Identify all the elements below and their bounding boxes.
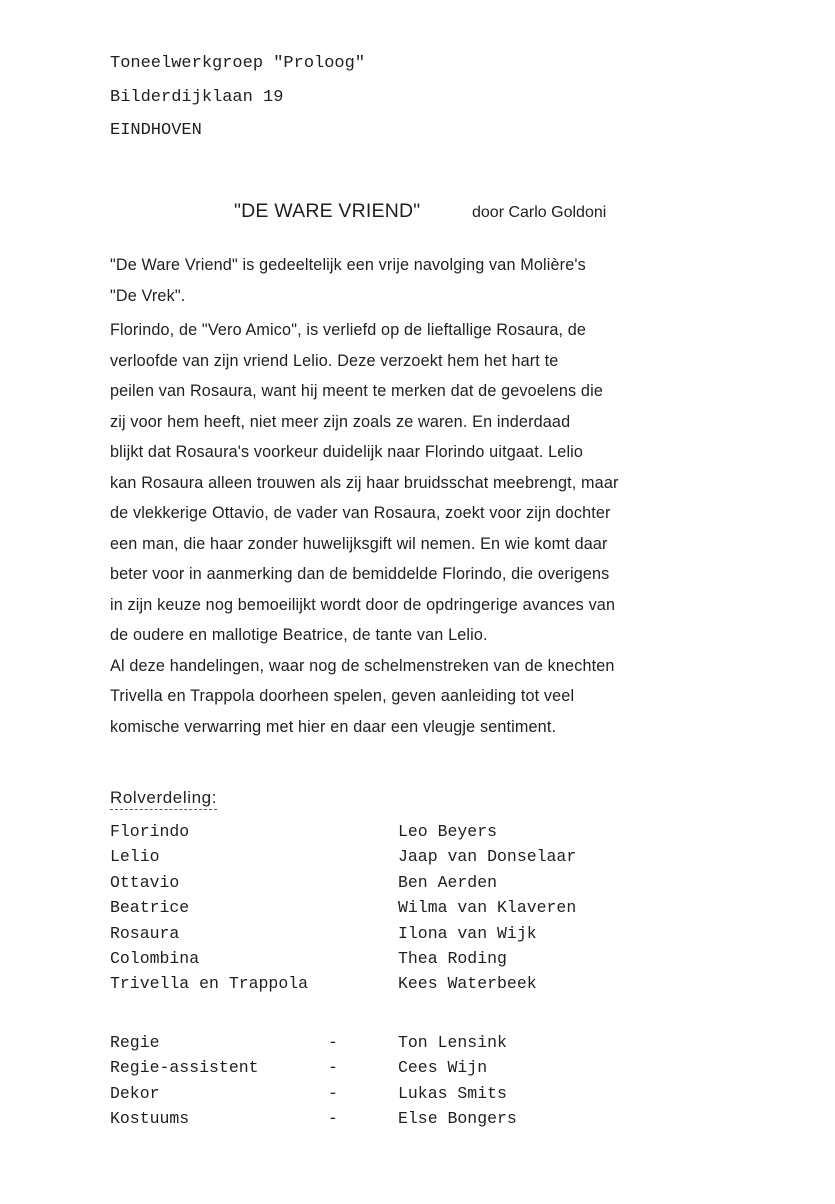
cast-actor: Ben Aerden bbox=[398, 872, 498, 892]
play-author: door Carlo Goldoni bbox=[472, 204, 607, 221]
cast-actor: Jaap van Donselaar bbox=[398, 847, 577, 867]
letterhead-address bbox=[110, 47, 365, 148]
crew-row bbox=[110, 1084, 730, 1109]
crew-dash: - bbox=[328, 1033, 338, 1052]
cast-role: Ottavio bbox=[110, 872, 180, 892]
text-line: beter voor in aanmerking dan de bemiddelde Florindo, die overigens bbox=[110, 565, 610, 583]
crew-dash: - bbox=[328, 1109, 338, 1129]
text-line: Trivella en Trappola doorheen spelen, geven aanleiding tot veel bbox=[110, 687, 575, 705]
text-line: in zijn keuze nog bemoeilijkt wordt door de opdringerige avances van bbox=[110, 595, 616, 614]
crew-role: Kostuums bbox=[110, 1109, 190, 1129]
crew-role: Regie-assistent bbox=[110, 1058, 259, 1078]
text-line: kan Rosaura alleen trouwen als zij haar bruidsschat meebrengt, maar bbox=[110, 473, 619, 492]
text-line: blijkt dat Rosaura's voorkeur duidelijk naar Florindo uitgaat. Lelio bbox=[110, 443, 584, 461]
crew-row bbox=[110, 1109, 730, 1134]
cast-row bbox=[110, 847, 730, 872]
cast-actor: Kees Waterbeek bbox=[398, 974, 537, 994]
text-line: zij voor hem heeft, niet meer zijn zoals ze waren. En inderdaad bbox=[110, 412, 571, 431]
crew-role: Dekor bbox=[110, 1083, 160, 1103]
crew-name: Ton Lensink bbox=[398, 1033, 507, 1052]
cast-actor: Wilma van Klaveren bbox=[398, 898, 577, 918]
text-line: de oudere en mallotige Beatrice, de tante van Lelio. bbox=[110, 626, 488, 644]
crew-row bbox=[110, 1058, 730, 1083]
text-line: een man, die haar zonder huwelijksgift wil nemen. En wie komt daar bbox=[110, 534, 608, 553]
text-line: "De Ware Vriend" is gedeeltelijk een vrije navolging van Molière's bbox=[110, 256, 586, 274]
text-line: Al deze handelingen, waar nog de schelmenstreken van de knechten bbox=[110, 656, 615, 675]
text-line: peilen van Rosaura, want hij meent te merken dat de gevoelens die bbox=[110, 382, 603, 400]
text-line: "De Vrek". bbox=[110, 286, 186, 305]
cast-role: Rosaura bbox=[110, 923, 180, 943]
cast-role: Lelio bbox=[110, 847, 160, 867]
crew-list bbox=[110, 1033, 730, 1135]
text-line: komische verwarring met hier en daar een vleugje sentiment. bbox=[110, 717, 557, 736]
cast-role: Colombina bbox=[110, 948, 200, 968]
city: EINDHOVEN bbox=[110, 121, 202, 140]
crew-name: Lukas Smits bbox=[398, 1083, 507, 1103]
cast-role: Beatrice bbox=[110, 898, 190, 918]
play-title: "DE WARE VRIEND" bbox=[234, 200, 421, 222]
text-line: verloofde van zijn vriend Lelio. Deze verzoekt hem het hart te bbox=[110, 351, 559, 370]
cast-actor: Thea Roding bbox=[398, 948, 507, 968]
cast-row bbox=[110, 898, 730, 923]
cast-heading: Rolverdeling: bbox=[110, 788, 217, 810]
crew-name: Cees Wijn bbox=[398, 1058, 488, 1078]
cast-role: Florindo bbox=[110, 822, 190, 841]
cast-list bbox=[110, 822, 730, 1000]
crew-row bbox=[110, 1033, 730, 1058]
organization-name: Toneelwerkgroep "Proloog" bbox=[110, 54, 366, 73]
cast-actor: Leo Beyers bbox=[398, 822, 498, 841]
crew-name: Else Bongers bbox=[398, 1109, 517, 1129]
cast-role: Trivella en Trappola bbox=[110, 974, 309, 994]
crew-dash: - bbox=[328, 1058, 338, 1078]
cast-row bbox=[110, 949, 730, 974]
cast-row bbox=[110, 974, 730, 999]
play-heading bbox=[0, 200, 835, 230]
street-address: Bilderdijklaan 19 bbox=[110, 87, 284, 107]
cast-actor: Ilona van Wijk bbox=[398, 923, 537, 943]
description-paragraph-1 bbox=[110, 250, 770, 311]
crew-role: Regie bbox=[110, 1033, 160, 1052]
description-paragraph-2 bbox=[110, 315, 770, 742]
cast-row bbox=[110, 822, 730, 847]
crew-dash: - bbox=[328, 1083, 338, 1103]
cast-row bbox=[110, 873, 730, 898]
text-line: de vlekkerige Ottavio, de vader van Rosaura, zoekt voor zijn dochter bbox=[110, 504, 611, 522]
cast-row bbox=[110, 924, 730, 949]
text-line: Florindo, de "Vero Amico", is verliefd op de lieftallige Rosaura, de bbox=[110, 321, 587, 339]
